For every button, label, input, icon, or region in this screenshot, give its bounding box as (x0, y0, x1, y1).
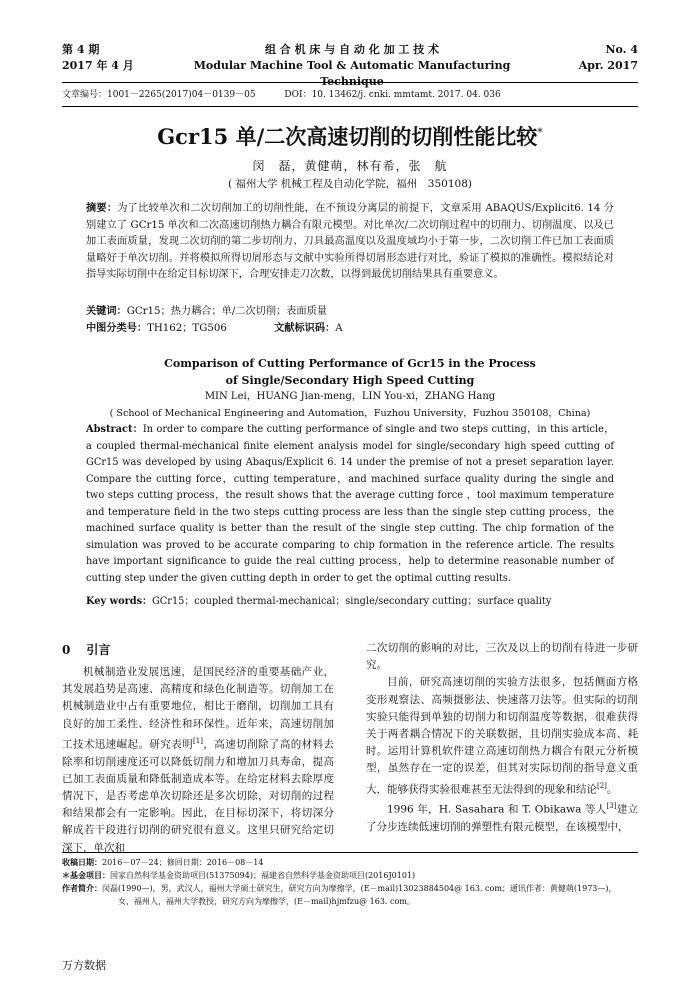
received-dates: 2016－07－24；修回日期：2016－08－14 (102, 858, 264, 867)
classification-cn (86, 320, 614, 338)
paper-title-en (62, 355, 638, 389)
intro-p1-cont: ，高速切削除了高的材料去除率和切削速度还可以降低切削力和增加刀具寿命，提高已加工表面质量和降低制造成本等。在给定材料去除厚度情况下，是否考虑单次切除还是多次切除，对切削的过程和结果都会有一定影响。因此，在目标切深下，将切深分解成若干段进行切削的研究很有意义。这里只研究给定切深下，单次和 (62, 738, 335, 854)
date-en: Apr. 2017 (578, 59, 638, 72)
doc-code-label: 文献标识码： (274, 322, 336, 334)
paper-title-cn (62, 118, 638, 152)
issue-en: No. 4 (605, 43, 638, 56)
article-number: 文章编号：1001－2265(2017)04－0139－05 (62, 90, 256, 100)
intro-p3-text: 目前，研究高速切削的实验方法很多，包括侧面方格变形观察法、高频摄影法、快速落刀法等。但实际的切削实验只能得到单独的切削力和切削温度等数据，很难获得关于两者耦合情况下的关联数据，且切削实验成本高、耗时。运用计算机软件建立高速切削热力耦合有限元分析模型，虽然存在一定的误差，但其对实际切削的指导意义重大，能够获得实验很难甚至无法得到的现象和结论 (366, 676, 638, 796)
keywords-cn (86, 303, 614, 321)
section-number: 0 (62, 643, 71, 657)
doi: DOI：10. 13462/j. cnki. mmtamt. 2017. 04. 036 (284, 90, 501, 100)
doc-code-value: A (335, 323, 343, 334)
title-footnote-mark: * (537, 126, 543, 139)
keywords-en-text: GCr15；coupled thermal-mechanical；single/secondary cutting；surface quality (151, 596, 552, 607)
journal-name-cn: 组 合 机 床 与 自 动 化 加 工 技 术 (264, 43, 440, 56)
abstract-cn (86, 200, 614, 284)
authors-en: MIN Lei，HUANG Jian-meng，LIN You-xi，ZHANG Hang (204, 391, 496, 402)
footnote-bio (62, 882, 638, 895)
header-left (62, 42, 134, 74)
clc-label: 中图分类号： (86, 322, 148, 334)
intro-p4-cont: 建立了分步连续低速切削的弹塑性有限元模型，在该模型中， (366, 803, 638, 834)
title-en-line1: Comparison of Cutting Performance of Gcr15 in the Process (164, 357, 536, 370)
section-heading (62, 640, 334, 660)
bio-text: 闵磊(1990—)，男，武汉人，福州大学硕士研究生，研究方向为摩擦学，(E－mail)13023884504@ 163. com；通讯作者：黄健萌(1973—)， (102, 884, 617, 893)
clc-value: TH162；TG506 (147, 323, 227, 334)
watermark: 万方数据 (62, 959, 106, 972)
authors-cn: 闵 磊，黄健萌，林有希，张 航 (252, 159, 448, 173)
footnote-fund (62, 869, 638, 882)
abstract-en (86, 422, 614, 587)
intro-p3-cont: 。 (606, 783, 618, 796)
title-en-line2: of Single/Secondary High Speed Cutting (225, 374, 475, 387)
article-meta (62, 88, 638, 102)
abstract-en-label: Abstract： (86, 424, 143, 435)
bio-label: 作者简介： (62, 883, 102, 893)
intro-p1-text: 机械制造业发展迅速，是国民经济的重要基础产业，其发展趋势是高速、高精度和绿色化制造等。切削加工在机械制造业中占有重要地位，相比于磨削，切削加工具有良好的加工柔性、经济性和环保性。近年来，高速切削加工技术迅速崛起。研究表明 (62, 666, 334, 751)
header-rule (62, 82, 638, 83)
intro-paragraph-1 (62, 664, 334, 857)
abstract-en-text: In order to compare the cutting performance of single and two steps cutting，in this article，a coupled thermal-mechanical finite element analysis model for single/secondary high speed cutting of GCr15 was developed by using Abaqus/Explicit 6. 14 under the premise of not a preset separation layer. Compare the cutting force，cutting temperature，and machined surface quality during the single and two steps cutting process，the result shows that the average cutting force ，tool maximum temperature and temperature field in the two steps cutting process are less than the single step cutting process，the machined surface quality is better than the result of the single step cutting. The chip formation of the simulation was proved to be accurate comparing to chip formation in the reference article. The results have important significance to guide the real cutting process，help to determine reasonable number of cutting step under the given cutting depth in order to get the optimal cutting results. (86, 424, 614, 584)
running-header (62, 42, 638, 88)
body-column-left (62, 640, 334, 857)
citation-3[interactable]: [3] (606, 802, 617, 811)
affiliation-en: ( School of Mechanical Engineering and Automation，Fuzhou University，Fuzhou 350108，China) (109, 408, 591, 419)
intro-p4-text: 1996 年，H. Sasahara 和 T. Obikawa 等人 (387, 803, 607, 816)
title-text: Gcr15 单/二次高速切削的切削性能比较 (157, 124, 538, 149)
abstract-cn-text: 为了比较单次和二次切削加工的切削性能，在不预设分离层的前提下，文章采用 ABAQUS/Explicit6. 14 分别建立了 GCr15 单次和二次高速切削热力耦合有限元模型。对比单次/二次切削过程中的切削力、切削温度、以及已加工表面质量，发现二次切削的第二步切削力、刀具最高温度以及温度域均小于第一步，二次切削工件已加工表面质量略好于单次切削。并将模拟所得切屑形态与文献中实验所得切屑形态进行对比，验证了模拟的准确性。模拟结论对指导实际切削中在给定目标切深下，合理安排走刀次数，以得到最优切削结果具有重要意义。 (86, 203, 614, 281)
section-title: 引言 (86, 643, 111, 657)
keywords-cn-text: GCr15；热力耦合；单/二次切削；表面质量 (126, 306, 327, 317)
header-right (579, 42, 638, 74)
footnote-bio-cont: 女，福州人，福州大学教授，研究方向为摩擦学，(E－mail)hjmfzu@ 163. com。 (118, 897, 415, 906)
keywords-cn-label: 关键词： (86, 305, 127, 317)
fund-label: ＊基金项目： (62, 870, 110, 880)
received-label: 收稿日期： (62, 857, 102, 867)
intro-paragraph-2 (366, 674, 638, 798)
body-column-right (366, 640, 638, 836)
footnote-received (62, 856, 638, 869)
intro-paragraph-3 (366, 798, 638, 836)
keywords-en (86, 594, 614, 611)
meta-rule (62, 106, 638, 107)
abstract-cn-label: 摘要： (86, 202, 118, 214)
citation-1[interactable]: [1] (193, 736, 203, 745)
keywords-en-label: Key words： (86, 596, 152, 607)
journal-name-en: Modular Machine Tool & Automatic Manufacturing Technique (193, 59, 511, 88)
affiliation-cn: ( 福州大学 机械工程及自动化学院，福州 350108) (228, 178, 472, 190)
issue-cn: 第 4 期 (62, 43, 100, 56)
citation-2[interactable]: [2] (597, 781, 607, 790)
footnote-rule (62, 852, 638, 853)
fund-text: 国家自然科学基金资助项目(51375094)；福建省自然科学基金资助项目(2016J0101) (110, 871, 416, 880)
date-cn: 2017 年 4 月 (62, 59, 134, 72)
intro-paragraph-1-cont: 二次切削的影响的对比，三次及以上的切削有待进一步研究。 (366, 642, 638, 672)
footnotes (62, 856, 638, 908)
